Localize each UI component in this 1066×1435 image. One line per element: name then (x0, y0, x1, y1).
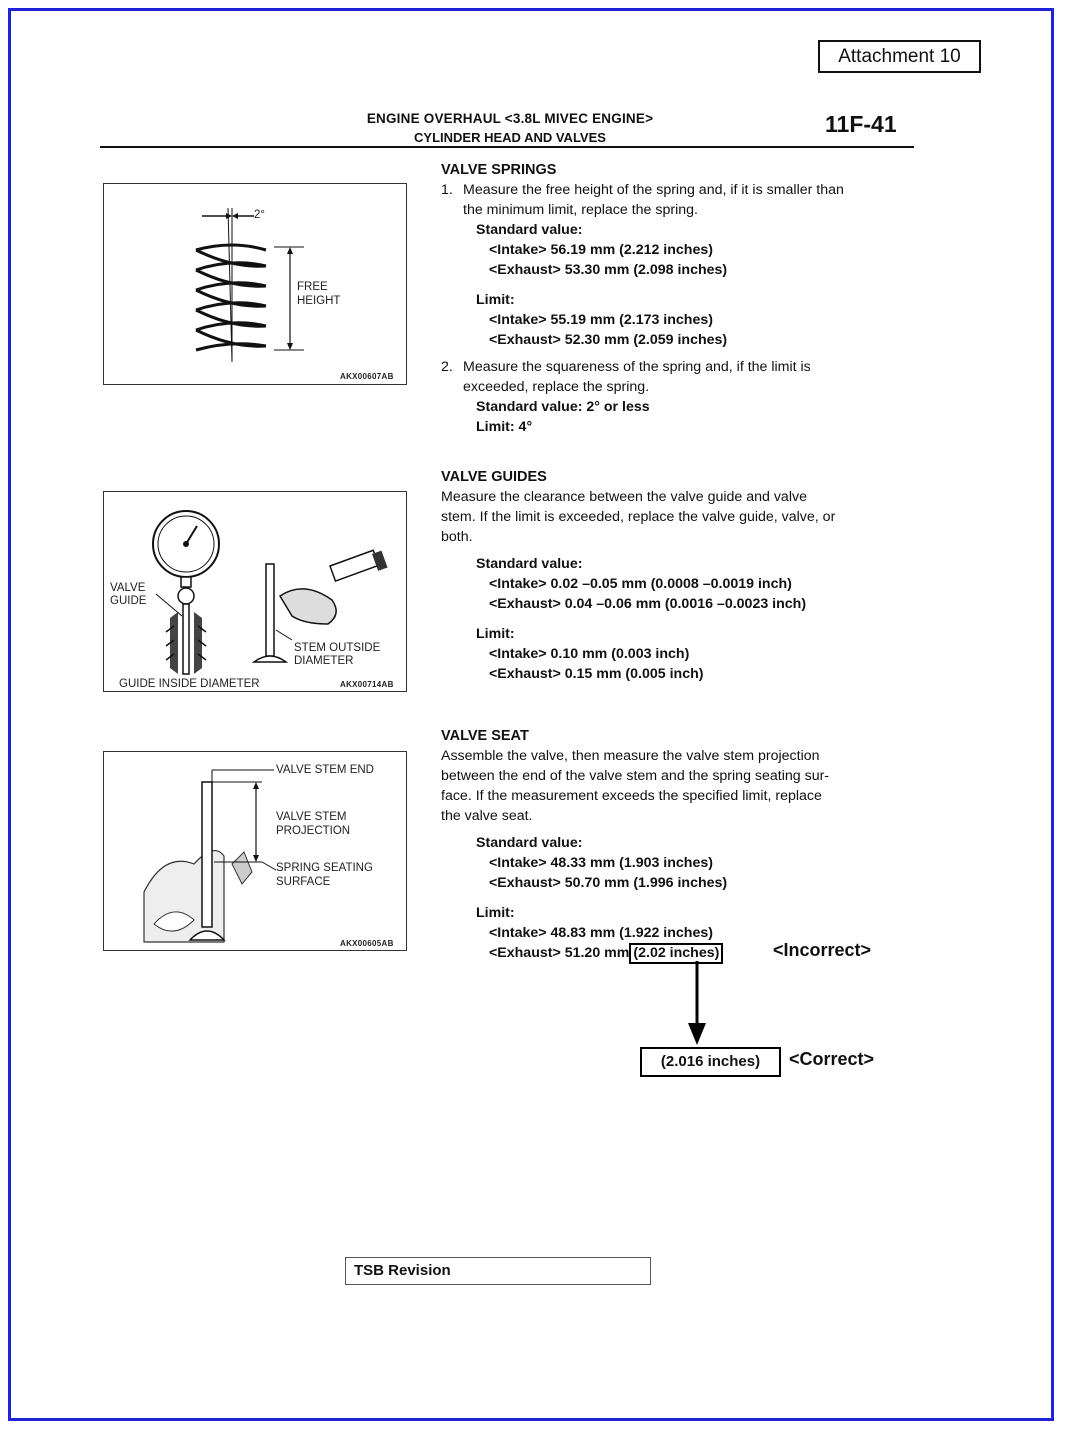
header-title: ENGINE OVERHAUL <3.8L MIVEC ENGINE> (366, 111, 654, 126)
step-text-cont: the minimum limit, replace the spring. (463, 202, 698, 218)
section-title: VALVE GUIDES (441, 469, 547, 485)
spring-seating-label: SPRING SEATING (276, 862, 373, 874)
spec-value: <Exhaust> 50.70 mm (1.996 inches) (489, 875, 728, 891)
spec-value: <Exhaust> 53.30 mm (2.098 inches) (489, 262, 728, 278)
valve-guide-drawing (104, 492, 408, 693)
spec-value: <Exhaust> 0.15 mm (0.005 inch) (489, 666, 704, 682)
valve-springs-section (441, 160, 913, 437)
valve-guide-label-2: GUIDE (110, 595, 147, 607)
section-title: VALVE SEAT (441, 728, 529, 744)
correction-arrow (682, 961, 712, 1051)
step-text-cont: exceeded, replace the spring. (463, 379, 650, 395)
guide-inside-label: GUIDE INSIDE DIAMETER (119, 678, 260, 690)
correct-value-box: (2.016 inches) (640, 1047, 781, 1077)
valve-seat-section (441, 726, 913, 964)
figure-code: AKX00605AB (340, 939, 394, 948)
figure-code: AKX00607AB (340, 372, 394, 381)
standard-label: Standard value: (476, 835, 583, 851)
valve-seat-drawing (104, 752, 408, 952)
body-text: stem. If the limit is exceeded, replace the valve guide, valve, or (441, 509, 836, 525)
spec-value: <Exhaust> 0.04 –0.06 mm (0.0016 –0.0023 inch) (489, 596, 807, 612)
step-text: Measure the squareness of the spring and, if the limit is (463, 359, 811, 375)
figure-code: AKX00714AB (340, 680, 394, 689)
limit-label: Limit: (476, 905, 515, 921)
page-number: 11F-41 (825, 111, 897, 137)
spec-prefix: <Exhaust> 51.20 mm (489, 945, 630, 961)
spec-value: <Exhaust> 52.30 mm (2.059 inches) (489, 332, 728, 348)
valve-guides-section (441, 467, 913, 684)
spec-value: <Intake> 0.10 mm (0.003 inch) (489, 646, 690, 662)
header-rule (100, 146, 914, 148)
step-2 (441, 357, 913, 377)
valve-guide-label: VALVE (110, 582, 146, 594)
correct-label: <Correct> (789, 1049, 875, 1069)
stem-projection-label-2: PROJECTION (276, 825, 351, 837)
spec-value: Standard value: 2° or less (476, 399, 650, 415)
incorrect-label: <Incorrect> (773, 940, 872, 960)
valve-seat-figure (103, 751, 407, 951)
stem-outside-label-2: DIAMETER (294, 655, 354, 667)
spec-value: <Intake> 55.19 mm (2.173 inches) (489, 312, 713, 328)
body-text: Assemble the valve, then measure the valve stem projection (441, 748, 820, 764)
body-text: between the end of the valve stem and the spring seating sur- (441, 768, 830, 784)
body-text: the valve seat. (441, 808, 533, 824)
stem-projection-label: VALVE STEM (276, 811, 347, 823)
spec-value: <Intake> 56.19 mm (2.212 inches) (489, 242, 713, 258)
stem-outside-label: STEM OUTSIDE (294, 642, 381, 654)
valve-guide-figure (103, 491, 407, 692)
step-number: 1. (441, 182, 453, 198)
limit-label: Limit: (476, 626, 515, 642)
standard-label: Standard value: (476, 222, 583, 238)
step-text: Measure the free height of the spring and, if it is smaller than (463, 182, 844, 198)
spring-seating-label-2: SURFACE (276, 876, 331, 888)
standard-label: Standard value: (476, 556, 583, 572)
incorrect-value-box: (2.02 inches) (629, 943, 723, 964)
step-number: 2. (441, 359, 453, 375)
attachment-label: Attachment 10 (818, 40, 981, 73)
spec-value: <Intake> 0.02 –0.05 mm (0.0008 –0.0019 inch) (489, 576, 792, 592)
body-text: Measure the clearance between the valve guide and valve (441, 489, 807, 505)
valve-spring-figure (103, 183, 407, 385)
angle-label: 2° (254, 209, 265, 221)
header-subtitle: CYLINDER HEAD AND VALVES (414, 130, 606, 145)
limit-label: Limit: (476, 292, 515, 308)
free-height-label-2: HEIGHT (297, 295, 341, 307)
valve-stem-end-label: VALVE STEM END (276, 764, 374, 776)
step-1 (441, 180, 913, 200)
free-height-label: FREE (297, 281, 328, 293)
body-text: both. (441, 529, 473, 545)
spec-value: Limit: 4° (476, 419, 533, 435)
section-title: VALVE SPRINGS (441, 162, 557, 178)
body-text: face. If the measurement exceeds the specified limit, replace (441, 788, 822, 804)
tsb-revision-box: TSB Revision (345, 1257, 651, 1285)
spec-value: <Intake> 48.83 mm (1.922 inches) (489, 925, 713, 941)
spec-value: <Intake> 48.33 mm (1.903 inches) (489, 855, 713, 871)
